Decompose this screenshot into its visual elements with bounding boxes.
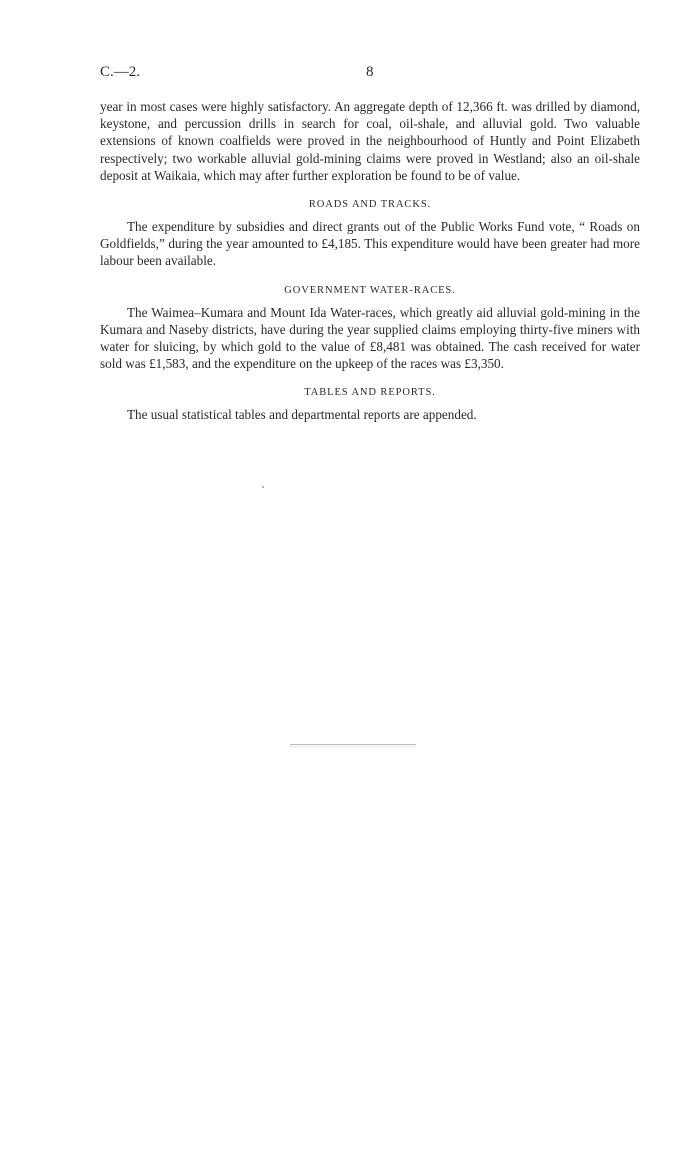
document-reference: C.—2. [100,64,141,80]
scan-speck [262,486,264,488]
intro-paragraph: year in most cases were highly satisfactory. An aggregate depth of 12,366 ft. was drilled by diamond, keystone, and percussion drills in search for coal, oil-shale, and alluvial gold. Two valuable extensions of known coalfields were proved in the neighbourhood of Huntly and Point Elizabeth respectively; two workable alluvial gold-mining claims were proved in Westland; also an oil-shale deposit at Waikaia, which may after further exploration be found to be of value. [100,99,640,183]
section-paragraph: The expenditure by subsidies and direct grants out of the Public Works Fund vote, “ Roads on Goldfields,” during the year amounted to £4,185. This expenditure would have been greater had more labour been available. [100,219,640,269]
section-heading: TABLES AND REPORTS. [304,387,436,399]
closing-rule-shadow [290,746,416,747]
section-heading: ROADS AND TRACKS. [308,199,432,211]
page-number: 8 [366,64,374,80]
page-header [100,64,640,86]
section-tables-and-reports [100,386,640,423]
section-heading: GOVERNMENT WATER-RACES. [284,284,456,296]
closing-rule [290,744,416,745]
section-paragraph: The usual statistical tables and departmental reports are appended. [127,407,477,423]
section-paragraph: The Waimea–Kumara and Mount Ida Water-races, which greatly aid alluvial gold-mining in the Kumara and Naseby districts, have during the year supplied claims employing thirty-five miners with water for sluicing, by which gold to the value of £8,481 was obtained. The cash received for water sold was £1,583, and the expenditure on the upkeep of the races was £3,350. [100,304,640,372]
section-roads-and-tracks [100,198,640,270]
section-government-water-races [100,284,640,373]
page-body [100,98,640,424]
